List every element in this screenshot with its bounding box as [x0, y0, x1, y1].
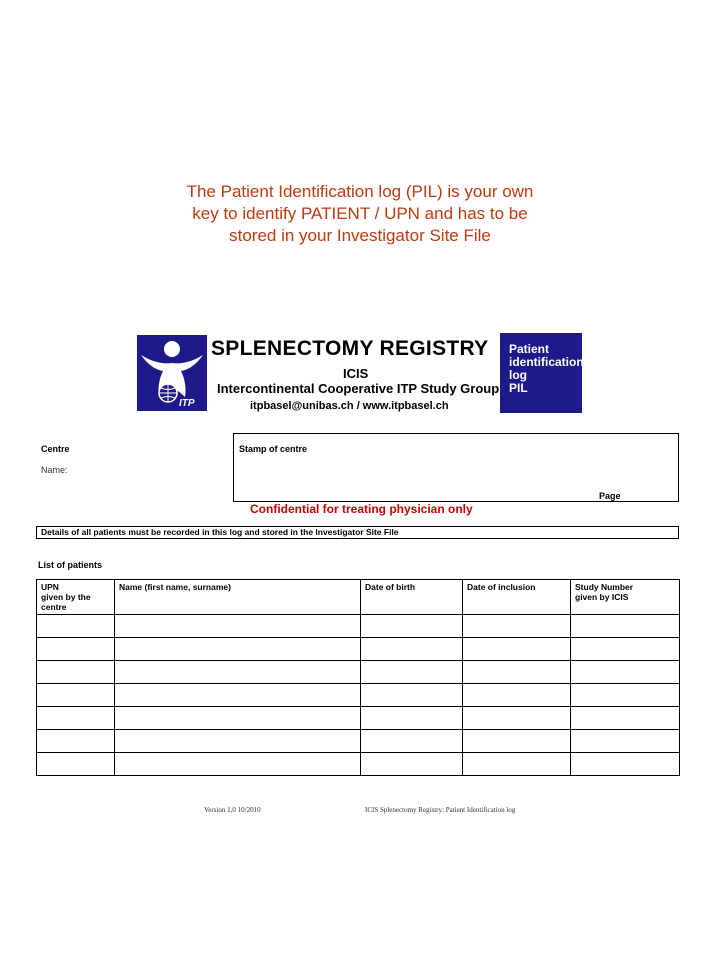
table-row — [37, 615, 680, 638]
table-row — [37, 638, 680, 661]
table-cell[interactable] — [463, 707, 571, 730]
table-cell[interactable] — [115, 615, 361, 638]
col-name: Name (first name, surname) — [115, 580, 361, 615]
registry-title: SPLENECTOMY REGISTRY — [211, 337, 489, 360]
footer-doc-name: ICIS Splenectomy Registry: Patient Identification log — [365, 806, 516, 814]
table-cell[interactable] — [115, 638, 361, 661]
col-study-number: Study Number given by ICIS — [571, 580, 680, 615]
confidential-notice: Confidential for treating physician only — [250, 502, 473, 516]
table-row — [37, 661, 680, 684]
table-row — [37, 707, 680, 730]
registry-short-name: ICIS — [343, 366, 369, 381]
table-cell[interactable] — [571, 615, 680, 638]
table-cell[interactable] — [361, 707, 463, 730]
table-cell[interactable] — [361, 661, 463, 684]
pil-badge — [500, 333, 582, 413]
table-cell[interactable] — [463, 730, 571, 753]
table-cell[interactable] — [115, 684, 361, 707]
table-cell[interactable] — [361, 638, 463, 661]
table-row — [37, 684, 680, 707]
table-cell[interactable] — [571, 707, 680, 730]
pil-notice: The Patient Identification log (PIL) is your own key to identify PATIENT / UPN and has to be stored in your Investigator Site File — [186, 182, 534, 245]
list-title: List of patients — [38, 560, 103, 570]
col-inclusion: Date of inclusion — [463, 580, 571, 615]
pil-line: Patient — [509, 342, 550, 356]
footer-version: Version 1,0 10/2010 — [204, 806, 261, 814]
logo-text: ITP — [179, 398, 195, 409]
details-instruction: Details of all patients must be recorded in this log and stored in the Investigator Site File — [36, 526, 679, 539]
table-cell[interactable] — [463, 661, 571, 684]
table-cell[interactable] — [463, 615, 571, 638]
table-cell[interactable] — [571, 661, 680, 684]
table-cell[interactable] — [115, 661, 361, 684]
table-cell[interactable] — [361, 730, 463, 753]
icis-logo — [137, 335, 207, 411]
table-cell[interactable] — [361, 615, 463, 638]
table-cell[interactable] — [361, 753, 463, 776]
table-cell[interactable] — [115, 730, 361, 753]
page-label: Page — [599, 491, 621, 501]
table-cell[interactable] — [361, 684, 463, 707]
table-cell[interactable] — [37, 730, 115, 753]
table-cell[interactable] — [115, 753, 361, 776]
table-cell[interactable] — [571, 753, 680, 776]
pil-line: log — [509, 368, 527, 382]
table-cell[interactable] — [37, 638, 115, 661]
table-cell[interactable] — [571, 730, 680, 753]
table-cell[interactable] — [37, 661, 115, 684]
table-row — [37, 730, 680, 753]
stamp-box[interactable] — [233, 433, 679, 502]
table-cell[interactable] — [115, 707, 361, 730]
col-upn: UPN given by the centre — [37, 580, 115, 615]
table-row — [37, 753, 680, 776]
table-cell[interactable] — [37, 707, 115, 730]
centre-label: Centre — [41, 444, 70, 454]
centre-name-label: Name: — [41, 465, 68, 475]
col-dob: Date of birth — [361, 580, 463, 615]
patient-table — [36, 579, 680, 776]
stamp-label: Stamp of centre — [239, 444, 308, 454]
study-group-name: Intercontinental Cooperative ITP Study Group — [217, 381, 500, 396]
table-cell[interactable] — [571, 638, 680, 661]
table-cell[interactable] — [463, 638, 571, 661]
table-cell[interactable] — [37, 615, 115, 638]
pil-line: PIL — [509, 381, 528, 395]
table-cell[interactable] — [463, 684, 571, 707]
table-cell[interactable] — [37, 753, 115, 776]
table-header-row — [37, 580, 680, 615]
table-cell[interactable] — [463, 753, 571, 776]
table-cell[interactable] — [571, 684, 680, 707]
table-cell[interactable] — [37, 684, 115, 707]
contact-line: itpbasel@unibas.ch / www.itpbasel.ch — [250, 400, 449, 412]
pil-line: identification — [509, 355, 584, 369]
